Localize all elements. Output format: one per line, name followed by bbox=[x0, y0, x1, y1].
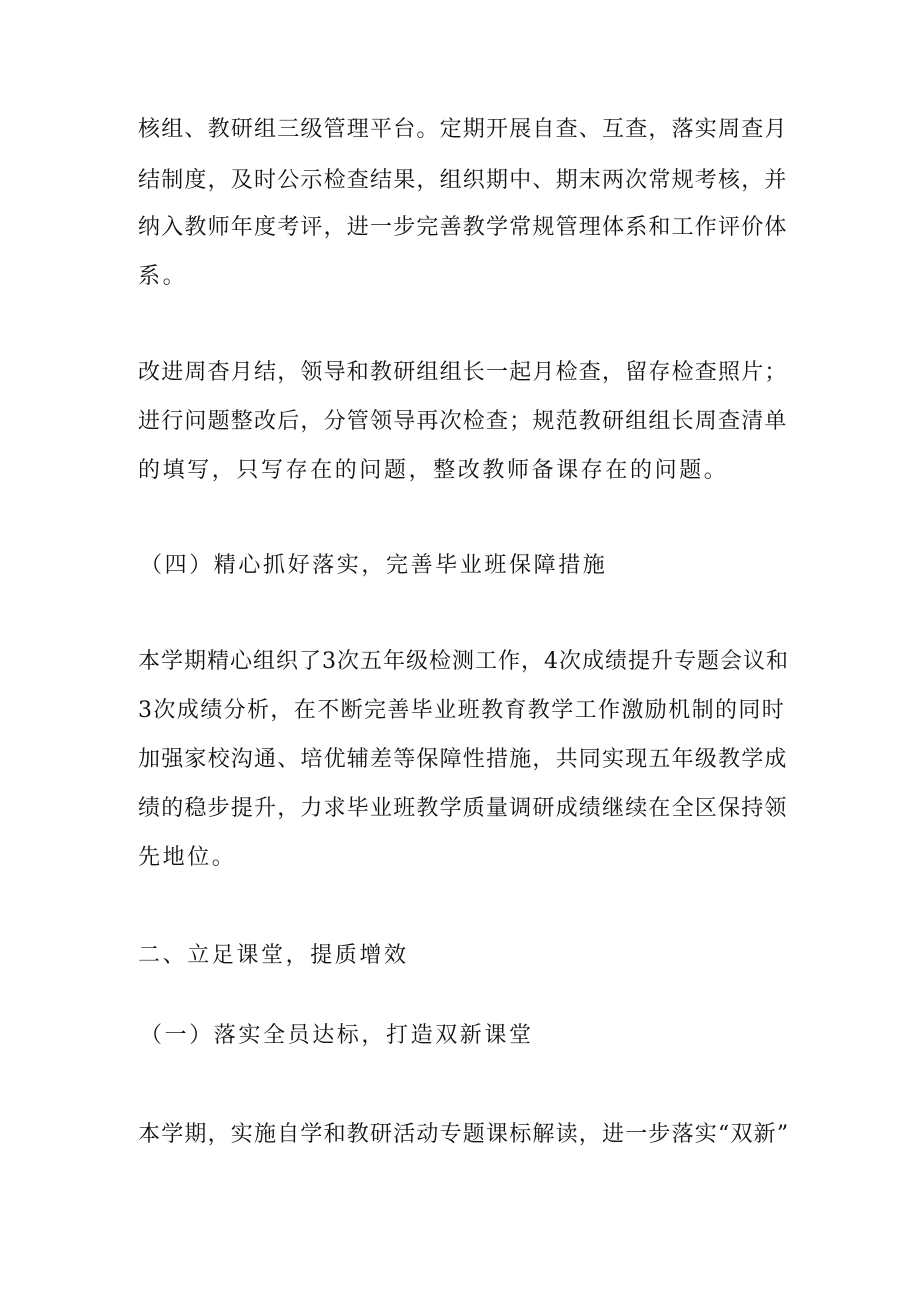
paragraph-2-line-2: 进行问题整改后，分管领导再次检查；规范教研组组长周查清单 bbox=[138, 409, 788, 434]
paragraph-3-line-2: 3次成绩分析，在不断完善毕业班教育教学工作激励机制的同时 bbox=[138, 698, 786, 723]
section-2-heading: 二、立足课堂，提质增效 bbox=[138, 943, 409, 968]
paragraph-3-line-1: 本学期精心组织了3次五年级检测工作，4次成绩提升专题会议和 bbox=[138, 649, 789, 674]
paragraph-3-line-5: 先地位。 bbox=[138, 845, 237, 870]
paragraph-1-line-3: 纳入教师年度考评，进一步完善教学常规管理体系和工作评价体 bbox=[138, 215, 788, 240]
paragraph-2-line-1: 改进周杳月结，领导和教研组组长一起月检查，留存检查照片； bbox=[138, 360, 788, 385]
paragraph-2-line-3: 的填写，只写存在的问题，整改教师备课存在的问题。 bbox=[138, 458, 729, 483]
section-heading-4: （四）精心抓好落实，完善毕业班保障措施 bbox=[140, 553, 608, 578]
paragraph-1-line-2: 结制度，及时公示检查结果，组织期中、期末两次常规考核，并 bbox=[138, 168, 788, 193]
paragraph-3-line-4: 绩的稳步提升，力求毕业班教学质量调研成绩继续在全区保持领 bbox=[138, 796, 788, 821]
subheading-1: （一）落实全员达标，打造双新课堂 bbox=[140, 1023, 534, 1048]
paragraph-3-line-3: 加强家校沟通、培优辅差等保障性措施，共同实现五年级教学成 bbox=[138, 747, 788, 772]
paragraph-4-line-1: 本学期，实施自学和教研活动专题课标解读，进一步落实“双新” bbox=[138, 1122, 790, 1147]
paragraph-1-line-4: 系。 bbox=[138, 264, 188, 289]
paragraph-1-line-1: 核组、教研组三级管理平台。定期开展自查、互查，落实周查月 bbox=[138, 117, 788, 142]
